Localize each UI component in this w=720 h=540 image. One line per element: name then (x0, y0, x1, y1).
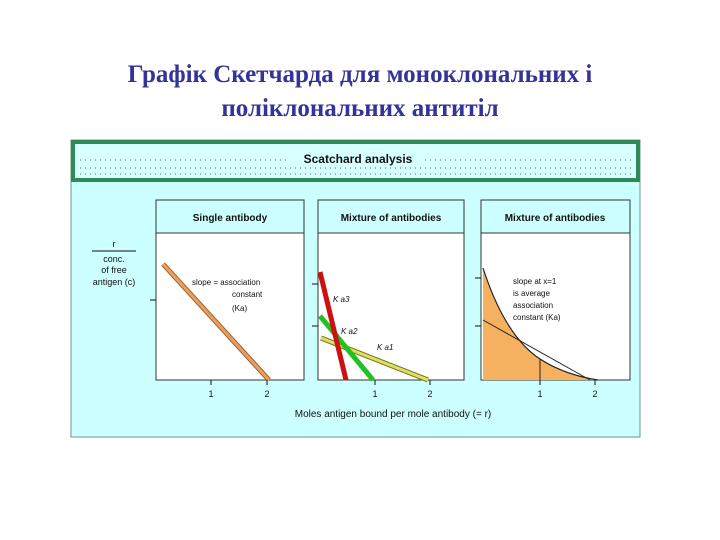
y-label-of-free: of free (101, 265, 127, 275)
y-label-antigen: antigen (c) (92, 277, 136, 287)
panel-mixture-curve (475, 200, 630, 399)
panel-1-annotation-3: (Ka) (232, 304, 248, 313)
banner-title: Scatchard analysis (303, 152, 413, 166)
slide-title-line-2: поліклональних антитіл (221, 95, 499, 122)
panel-2-title: Mixture of antibodies (340, 213, 442, 224)
panel-2-tick-label-1: 1 (372, 389, 378, 399)
x-axis-label: Moles antigen bound per mole antibody (= r) (294, 409, 492, 420)
y-label-r: r (112, 239, 116, 249)
panel-3-annotation-2: is average (513, 289, 550, 298)
panel-3-annotation-4: constant (Ka) (513, 313, 561, 322)
panel-single-antibody (150, 200, 304, 399)
panel-1-annotation-1: slope = association (192, 278, 261, 287)
label-k-a2: K a2 (341, 327, 358, 336)
panel-1-tick-label-2: 2 (264, 389, 270, 399)
panel-3-tick-label-2: 2 (592, 389, 598, 399)
panel-1-tick-label-1: 1 (208, 389, 214, 399)
label-k-a1: K a1 (377, 343, 394, 352)
panel-3-tick-label-1: 1 (537, 389, 543, 399)
panel-mixture-lines (312, 200, 464, 399)
panel-3-annotation-1: slope at x=1 (513, 277, 557, 286)
panel-1-annotation-2: constant (232, 290, 263, 299)
panel-2-tick-label-2: 2 (427, 389, 433, 399)
slide-title-line-1: Графік Скетчарда для моноклональних і (127, 61, 593, 88)
panel-3-title: Mixture of antibodies (504, 213, 606, 224)
panel-3-annotation-3: association (513, 301, 554, 310)
panel-1-title: Single antibody (192, 213, 268, 224)
y-label-conc: conc. (103, 254, 125, 264)
label-k-a3: K a3 (333, 295, 350, 304)
